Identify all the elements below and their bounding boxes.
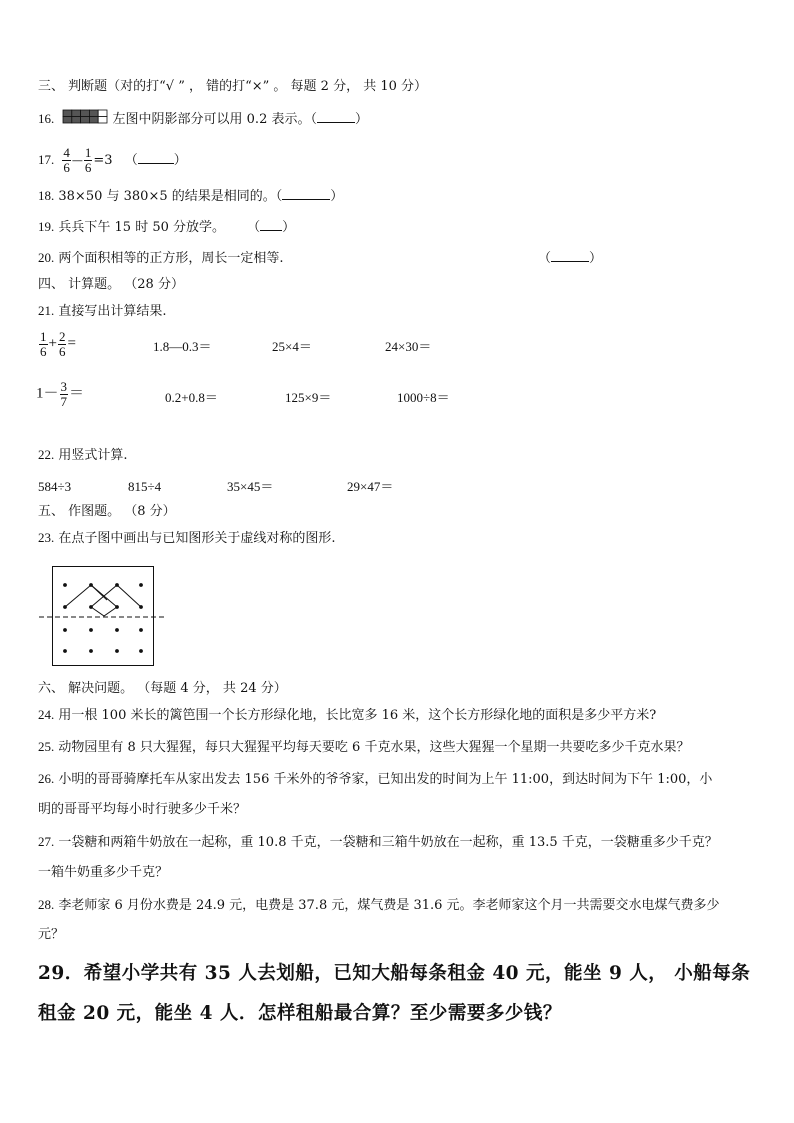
shape-line-bottom	[91, 607, 117, 616]
vertical-calc-item: 35×45＝	[227, 479, 274, 494]
fraction-4-6	[62, 146, 71, 175]
vertical-calc-item: 815÷4	[128, 479, 162, 494]
calc-item-frac-sum	[38, 330, 76, 359]
calc-item: 24×30＝	[385, 339, 432, 354]
question-28	[38, 896, 720, 915]
question-29-line1: 29．希望小学共有 35 人去划船，已知大船每条租金 40 元，能坐 9 人， 小船每条	[38, 963, 751, 984]
calc-item: 1.8—0.3＝	[153, 339, 212, 354]
equals-three: =3	[93, 153, 113, 168]
paren-close: ）	[330, 189, 344, 204]
question-17	[38, 146, 187, 175]
answer-blank[interactable]	[317, 110, 355, 123]
shape-line-right	[117, 585, 141, 607]
question-number: 19.	[38, 219, 55, 234]
shaded-cell	[81, 110, 90, 117]
section-4-heading: 四、 计算题。 （28 分）	[38, 277, 184, 292]
grid-dot[interactable]	[63, 628, 67, 632]
shaded-strip-figure	[62, 109, 108, 130]
numerator: 3	[60, 379, 68, 394]
shaded-cell	[63, 110, 72, 117]
question-27-line2: 一箱牛奶重多少千克？	[38, 865, 169, 880]
paren-close: ）	[282, 220, 296, 235]
grid-dot[interactable]	[139, 649, 143, 653]
paren-close: ）	[589, 251, 603, 266]
fraction-2-6	[58, 330, 67, 359]
fraction-1-6	[39, 330, 48, 359]
shaded-cell	[72, 110, 81, 117]
numerator: 4	[63, 145, 70, 160]
shaded-cell	[72, 117, 81, 124]
vertical-calc-item: 29×47＝	[347, 479, 394, 494]
shaded-cell	[63, 117, 72, 124]
numerator: 2	[58, 329, 66, 344]
question-number: 25.	[38, 739, 55, 754]
question-text: 两个面积相等的正方形，周长一定相等.	[58, 251, 284, 266]
section-6-heading: 六、 解决问题。 （每题 4 分， 共 24 分）	[38, 681, 287, 696]
question-text-line1: 李老师家 6 月份水费是 24.9 元，电费是 37.8 元，煤气费是 31.6 元。李老师家这个月一共需要交水电煤气费多少	[58, 898, 720, 913]
question-text: 用竖式计算.	[58, 448, 128, 463]
question-text: 左图中阴影部分可以用 0.2 表示。	[112, 112, 311, 127]
shape-line-cross-a	[91, 585, 107, 600]
question-number: 28.	[38, 897, 55, 912]
question-text: 用一根 100 米长的篱笆围一个长方形绿化地，长比宽多 16 米，这个长方形绿化地的面积是多少平方米?	[58, 708, 657, 723]
denominator: 6	[84, 160, 92, 175]
dot-grid-figure[interactable]	[52, 566, 154, 666]
question-29-line2: 租金 20 元，能坐 4 人．怎样租船最合算？至少需要多少钱？	[38, 1003, 562, 1024]
grid-dot[interactable]	[89, 649, 93, 653]
paren-open: （	[275, 189, 283, 204]
section-5-heading: 五、 作图题。 （8 分）	[38, 504, 176, 519]
grid-dot[interactable]	[115, 628, 119, 632]
paren-open: （	[124, 153, 138, 168]
question-22	[38, 446, 128, 465]
question-text-line1: 小明的哥哥骑摩托车从家出发去 156 千米外的爷爷家，已知出发的时间为上午 11:00，到达时间为下午 1:00，小	[58, 772, 713, 787]
equals-sign: =	[67, 335, 76, 352]
answer-blank[interactable]	[260, 218, 282, 231]
section-3-heading: 三、 判断题（对的打“√ ” ， 错的打“×” 。 每题 2 分， 共 10 分）	[38, 79, 428, 94]
denominator: 7	[60, 394, 68, 409]
question-text: 动物园里有 8 只大猩猩，每只大猩猩平均每天要吃 6 千克水果，这些大猩猩一个星期一共要吃多少千克水果？	[58, 740, 690, 755]
question-number: 27.	[38, 834, 55, 849]
question-26	[38, 770, 712, 789]
grid-dot	[63, 583, 67, 587]
question-20-answer	[538, 249, 602, 268]
equals-sign: ＝	[69, 385, 85, 402]
question-28-line2: 元？	[38, 927, 65, 942]
shaded-strip-svg	[62, 109, 108, 124]
calc-item: 25×4＝	[272, 339, 312, 354]
calc-item: 0.2+0.8＝	[165, 390, 218, 405]
question-24	[38, 706, 656, 725]
calc-item: 1000÷8＝	[397, 390, 450, 405]
empty-cell	[99, 110, 108, 117]
shape-line-left	[65, 585, 117, 607]
question-number: 24.	[38, 707, 55, 722]
grid-dot	[89, 583, 93, 587]
denominator: 6	[63, 160, 70, 175]
question-20	[38, 249, 284, 268]
question-16	[38, 109, 368, 130]
grid-dot	[63, 605, 67, 609]
calc-item: 125×9＝	[285, 390, 332, 405]
fraction-1-6	[84, 146, 93, 175]
one-minus: 1－	[36, 385, 59, 402]
question-number: 16.	[38, 111, 55, 126]
question-19	[38, 218, 295, 237]
paren-close: ）	[355, 112, 369, 127]
question-number: 26.	[38, 771, 55, 786]
plus-sign: +	[48, 335, 57, 352]
question-number: 20.	[38, 250, 55, 265]
grid-dot[interactable]	[139, 628, 143, 632]
question-number: 23.	[38, 530, 55, 545]
question-text: 兵兵下午 15 时 50 分放学。	[58, 220, 226, 235]
question-text-line1: 一袋糖和两箱牛奶放在一起称，重 10.8 千克，一袋糖和三箱牛奶放在一起称，重 13.5 千克，一袋糖重多少千克？	[58, 835, 718, 850]
empty-cell	[99, 117, 108, 124]
bottom-dots	[63, 628, 143, 653]
question-number: 21.	[38, 303, 55, 318]
dot-grid-svg	[53, 567, 153, 665]
minus-sign: —	[71, 154, 83, 167]
shaded-cell	[81, 117, 90, 124]
answer-blank[interactable]	[138, 151, 174, 164]
question-23	[38, 529, 336, 548]
denominator: 6	[40, 344, 47, 359]
question-25	[38, 738, 689, 757]
paren-open: （	[310, 112, 317, 127]
grid-dot[interactable]	[115, 649, 119, 653]
question-18	[38, 187, 343, 206]
shaded-cell	[90, 110, 99, 117]
grid-dot[interactable]	[63, 649, 67, 653]
question-text: 直接写出计算结果.	[58, 304, 167, 319]
paren-open: （	[538, 251, 552, 266]
vertical-calc-item: 584÷3	[38, 479, 72, 494]
question-text: 在点子图中画出与已知图形关于虚线对称的图形.	[58, 531, 336, 546]
grid-dot	[89, 605, 93, 609]
question-number: 18.	[38, 188, 55, 203]
numerator: 1	[40, 329, 47, 344]
grid-dot	[139, 605, 143, 609]
question-21	[38, 302, 167, 321]
numerator: 1	[84, 145, 92, 160]
question-text: 38×50 与 380×5 的结果是相同的。	[58, 189, 276, 204]
question-number: 17.	[38, 152, 55, 167]
shape-lines	[65, 585, 141, 616]
answer-blank[interactable]	[282, 187, 330, 200]
grid-dot	[115, 583, 119, 587]
grid-dot	[139, 583, 143, 587]
paren-close: ）	[173, 153, 187, 168]
grid-dot[interactable]	[89, 628, 93, 632]
shaded-cell	[90, 117, 99, 124]
denominator: 6	[58, 344, 66, 359]
question-26-line2: 明的哥哥平均每小时行驶多少千米？	[38, 802, 247, 817]
fraction-3-7	[60, 380, 69, 409]
calc-item-frac-diff	[36, 380, 84, 409]
answer-blank[interactable]	[551, 249, 589, 262]
grid-dot	[115, 605, 119, 609]
question-27	[38, 833, 718, 852]
paren-open: （	[247, 220, 261, 235]
question-number: 22.	[38, 447, 55, 462]
